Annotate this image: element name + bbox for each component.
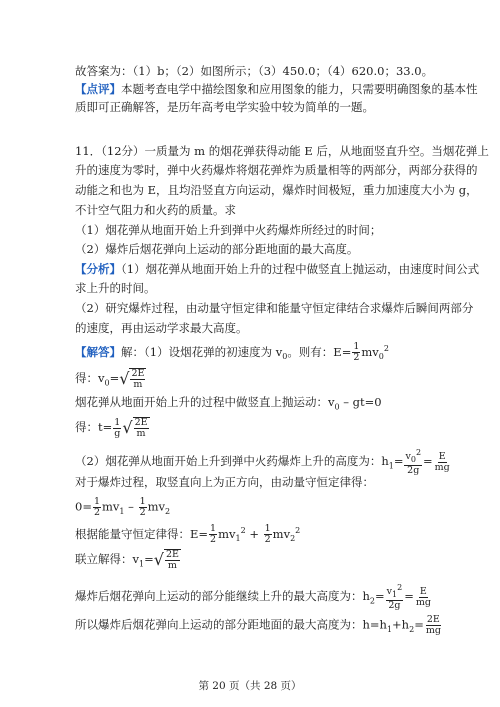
fraction: $\frac{1}{2}$	[353, 341, 360, 364]
solution-v1: 联立解得：$v_1=$ √ $\frac{2E}{m}$	[75, 549, 179, 571]
analysis-tag: 【分析】	[75, 262, 121, 276]
solution-line-1: 【解答】解：（1）设烟花弹的初速度为 $v_0$。则有：E= $\frac{1}{2}$ $mv_0^2$	[75, 341, 389, 364]
analysis-text: （1）烟花弹从地面开始上升的过程中做竖直上抛运动，由速度时间公式	[121, 262, 480, 276]
analysis-line-4: 的速度，再由运动学求最大高度。	[75, 321, 248, 335]
comment-tag: 【点评】	[75, 82, 121, 96]
question-part-2: （2）爆炸后烟花弹向上运动的部分距地面的最大高度。	[75, 242, 359, 256]
question-part-1: （1）烟花弹从地面开始上升到弹中火药爆炸所经过的时间；	[75, 223, 382, 237]
analysis-line-2: 求上升的时间。	[75, 281, 156, 295]
page-footer: 第 20 页（共 28 页）	[198, 680, 302, 692]
question-line-2: 升的速度为零时，弹中火药爆炸将烟花弹炸为质量相等的两部分，两部分获得的	[75, 163, 478, 177]
solution-h2: 爆炸后烟花弹向上运动的部分能继续上升的最大高度为：$h_2=$ $\frac{v_1^2}{2g}$ = $\frac{E}{mg}$	[75, 583, 431, 612]
solution-h1: （2）烟花弹从地面开始上升到弹中火药爆炸上升的高度为：$h_1=$ $\frac{v_0^2}{2g}$ = $\frac{E}{mg}$	[75, 448, 450, 477]
analysis-line-3: （2）研究爆炸过程，由动量守恒定律和能量守恒定律结合求爆炸后瞬间两部分	[75, 301, 474, 315]
comment-line-2: 质即可正确解答，是历年高考电学实验中较为简单的一题。	[75, 100, 374, 114]
analysis-line-1	[75, 261, 479, 277]
solution-momentum: 0= $\frac{1}{2}$ $mv_1$ – $\frac{1}{2}$ $mv_2$	[75, 496, 171, 518]
solution-tag: 【解答】	[75, 344, 121, 359]
solution-energy: 根据能量守恒定律得：E= $\frac{1}{2}$ $mv_1^2$ + $\frac{1}{2}$ $mv_2^2$	[75, 523, 301, 546]
sqrt-expression: √ $\frac{2E}{m}$	[122, 417, 148, 439]
solution-v0: 得：$v_0=$ √ $\frac{2E}{m}$	[75, 368, 145, 390]
answer-summary: 故答案为：（1）b；（2）如图所示；（3）450.0；（4）620.0；33.0。	[75, 64, 434, 78]
solution-throw: 烟花弹从地面开始上升的过程中做竖直上抛运动：$v_0 - gt=0$	[75, 395, 382, 412]
solution-time: 得：t= $\frac{1}{g}$ √ $\frac{2E}{m}$	[75, 416, 148, 439]
comment-text: 本题考查电学中描绘图象和应用图象的能力，只需要明确图象的基本性	[121, 82, 478, 96]
sqrt-expression: √ $\frac{2E}{m}$	[153, 549, 179, 571]
question-line-1: 11．（12分）一质量为 m 的烟花弹获得动能 E 后，从地面竖直升空。当烟花弹上	[75, 144, 489, 158]
solution-momentum-intro: 对于爆炸过程，取竖直向上为正方向，由动量守恒定律得：	[75, 475, 374, 489]
comment-line-1	[75, 81, 478, 97]
question-line-4: 不计空气阻力和火药的质量。求	[75, 203, 236, 217]
sqrt-expression: √ $\frac{2E}{m}$	[119, 368, 145, 390]
question-line-3: 动能之和也为 E，且均沿竖直方向运动，爆炸时间极短，重力加速度大小为 g，	[75, 183, 478, 197]
solution-total-height: 所以爆炸后烟花弹向上运动的部分距地面的最大高度为：$h=h_1+h_2=$ $\frac{2E}{mg}$	[75, 614, 441, 636]
